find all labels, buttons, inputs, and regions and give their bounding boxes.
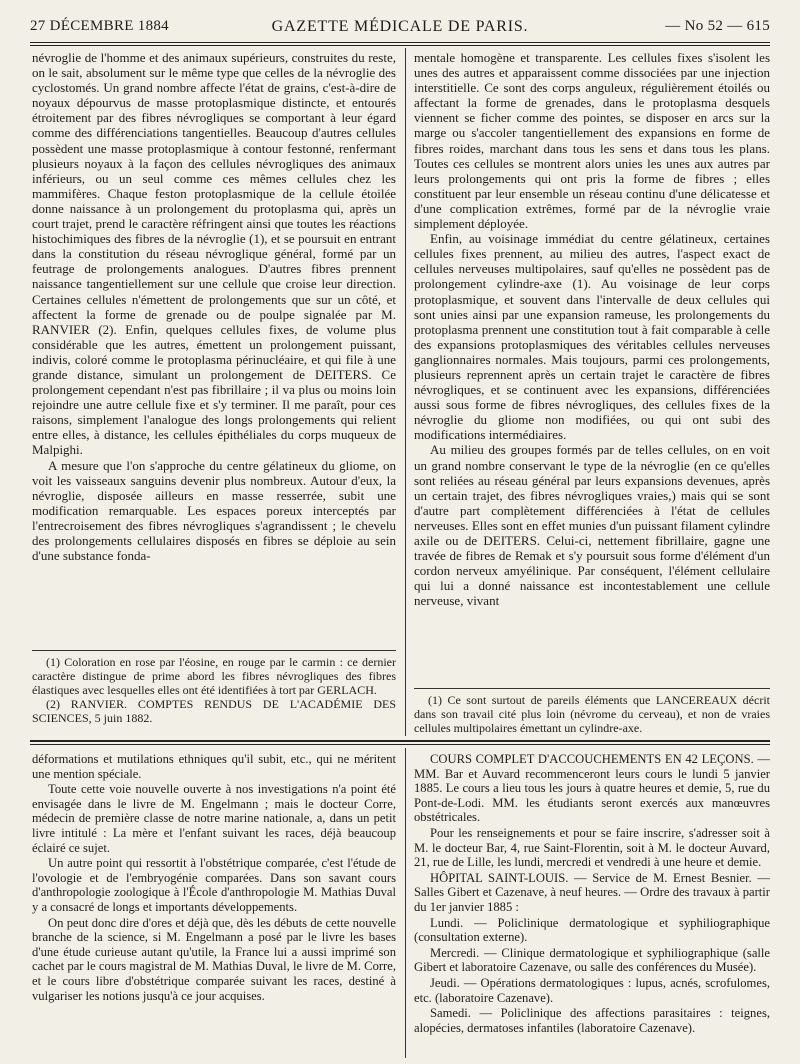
left-footnote-rule — [32, 650, 396, 651]
hospital-announcement: HÔPITAL SAINT-LOUIS. — Service de M. Ernest Besnier. — Salles Gibert et Cazenave, à neuf heures. — Ordre des travaux à partir du 1er janvier 1885 : — [414, 870, 770, 914]
bottom-right-column — [414, 752, 770, 1036]
left-footnotes — [32, 655, 396, 725]
column-divider-bottom — [405, 748, 406, 1058]
page-header — [30, 14, 770, 40]
registration-info: Pour les renseignements et pour se faire inscrire, s'adresser soit à M. le docteur Bar, 4, rue Saint-Florentin, soit à M. le docteur Auvard, 21, rue de Lille, les lundi, mercredi et vendredi à une heure et demie. — [414, 825, 770, 870]
issue-page-number: — No 52 — 615 — [665, 18, 770, 34]
journal-title: GAZETTE MÉDICALE DE PARIS. — [271, 18, 529, 35]
bottom-left-paragraph-3: Un autre point qui ressortit à l'obstétrique comparée, c'est l'étude de l'ovologie et de l'embryogénie comparées. Dans son savant cours d'anthropologie zoologique à l'École d'anthropologie M. Mathias Duval y a consacré de longs et importants développements. — [32, 856, 396, 914]
schedule-monday: Lundi. — Policlinique dermatologique et syphiliographique (consultation externe). — [414, 915, 770, 945]
schedule-thursday: Jeudi. — Opérations dermatologiques : lupus, acnés, scrofulomes, etc. (laboratoire Cazenave). — [414, 975, 770, 1005]
right-paragraph-2: Enfin, au voisinage immédiat du centre gélatineux, certaines cellules fixes prennent, au milieu des autres, l'aspect exact de cellules nerveuses multipolaires, sauf qu'elles ne possèdent pas de prolongement cylindre-axe (1). Au voisinage de leur corps protoplasmique, et souvent dans l'intervalle de deux cellules qui sont unies ainsi par une expansion rameuse, les prolongements du protoplasma prennent une constitution tout à fait comparable à celle des expansions protoplasmiques des véritables cellules nerveuses ganglionnaires normales. Mais toujours, parmi ces prolongements, plusieurs reprennent après un certain trajet le caractère de fibres névrogliques, et se continuent avec les expansions, différenciées aussi sous forme de fibres névrogliques, des cellules fixes de la névroglie du gliome non modifiées, ou qui ont subi des modifications intermédiaires. — [414, 231, 770, 443]
schedule-saturday: Samedi. — Policlinique des affections parasitaires : teignes, alopécies, dermatoses infantiles (laboratoire Cazenave). — [414, 1006, 770, 1035]
bottom-left-paragraph-2: Toute cette voie nouvelle ouverte à nos investigations n'a point été envisagée dans le livre de M. Engelmann ; mais le docteur Corre, médecin de première classe de notre marine nationale, a, dans un petit livre intitulé : La mère et l'enfant suivant les races, déjà beaucoup éclairé ce sujet. — [32, 782, 396, 855]
left-column — [32, 50, 396, 563]
column-divider-top — [405, 48, 406, 736]
left-paragraph-2: A mesure que l'on s'approche du centre gélatineux du gliome, on voit les vaisseaux sanguins devenir plus nombreux. Autour d'eux, la névroglie, disposée ailleurs en masse resserrée, subit une modification remarquable. Les espaces poreux interceptés par l'entrecroisement des fibres névrogliques s'agrandissent ; le chevelu des prolongements cellulaires disposés en fibres se déploie au sein d'une substance fonda- — [32, 457, 396, 564]
left-footnote-2: (2) RANVIER. COMPTES RENDUS DE L'ACADÉMIE DES SCIENCES, 5 juin 1882. — [32, 697, 396, 725]
right-footnote-rule — [414, 688, 770, 689]
course-announcement: COURS COMPLET D'ACCOUCHEMENTS EN 42 LEÇONS. — MM. Bar et Auvard recommenceront leurs cours le lundi 5 janvier 1885. Le cours a lieu tous les jours à quatre heures et demie, 5, rue du Pont-de-Lodi. MM. les étudiants seront exercés aux manœuvres obstétricales. — [414, 752, 770, 825]
right-footnotes — [414, 693, 770, 735]
bottom-left-paragraph-1: déformations et mutilations ethniques qu'il subit, etc., qui ne méritent une mention spéciale. — [32, 752, 396, 781]
section-divider — [30, 740, 770, 745]
left-footnote-1: (1) Coloration en rose par l'éosine, en rouge par le carmin : ce dernier caractère distingue de prime abord les fibres névrogliques des fibres élastiques avec lesquelles elles ont été identifiées à tort par GERLACH. — [32, 655, 396, 697]
right-paragraph-3: Au milieu des groupes formés par de telles cellules, on en voit un grand nombre conservant le type de la névroglie (en ce qu'elles sont reliées au réseau général par leurs expansions devenues, après un certain trajet, des fibres névrogliques vraies,) mais qui se sont d'autre part complètement différenciées à l'état de cellules nerveuses. Elles sont en effet munies d'un puissant filament cylindre axile ou de DEITERS. Celui-ci, nettement fibrillaire, gagne une travée de fibres de Remak et s'y poursuit sous forme d'élément d'un cordon nerveux amyélinique. Par conséquent, l'élément cellulaire qui lui a donné naissance est incontestablement une cellule nerveuse, vivant — [414, 442, 770, 609]
right-paragraph-1: mentale homogène et transparente. Les cellules fixes s'isolent les unes des autres et apparaissent comme dissociées par une injection interstitielle. Ce sont des corps anguleux, régulièrement étoilés ou affectant la forme de grenades, dans le protoplasma desquels viennent se ficher comme des pointes, se disposer en arcs sur la marge ou s'accoler tangentiellement des expansions en forme de fibres roides, marchant dans tous les sens et dans tous les plans. Toutes ces cellules se montrent alors unies les unes aux autres par leurs prolongements qui ont pris la forme de fibres ; elles constituent par leur ensemble un réseau continu d'une délicatesse et d'une complication extrêmes, formé par de la névroglie vraie simplement déployée. — [414, 50, 770, 232]
right-column — [414, 50, 770, 608]
schedule-wednesday: Mercredi. — Clinique dermatologique et syphiliographique (salle Gibert et laboratoire Cazenave, ou salle des conférences du Musée). — [414, 945, 770, 975]
header-date: 27 DÉCEMBRE 1884 — [30, 18, 169, 34]
left-paragraph-1: névroglie de l'homme et des animaux supérieurs, construites du reste, on le sait, absolument sur le même type que celles de la névroglie des cyclostomés. Un grand nombre affecte l'état de grains, c'est-à-dire de noyaux dépourvus de masse protoplasmique distincte, et entourés étroitement par des fibres névrogliques se comportant à leur égard comme des différenciations tangentielles. Beaucoup d'autres cellules possèdent une masse protoplasmique à contour festonné, renfermant plusieurs noyaux à la façon des cellules névrogliques des animaux inférieurs, ou un seul comme ces mêmes cellules chez les mammifères. Chaque feston protoplasmique de la cellule étoilée donne naissance à un prolongement du protoplasma qui, après un court trajet, prend le caractère réfringent ainsi que toutes les réactions histochimiques des fibres de la névroglie (1), et se poursuit en entrant dans la constitution du réseau névroglique général, formé par un feutrage de prolongements analogues. D'autres fibres prennent naissance tangentiellement sur une cellule que croise leur direction. Certaines cellules n'émettent de prolongements que sur un côté, et affectent la forme de grenade ou de poulpe signalée par M. RANVIER (2). Enfin, quelques cellules fixes, de volume plus considérable que les autres, émettent un prolongement puissant, indivis, coloré comme le protoplasma périnucléaire, et qui file à une grande distance, simulant un prolongement de DEITERS. Ce prolongement cependant n'est pas fibrillaire ; il va plus ou moins loin rejoindre une autre cellule fixe et s'y terminer. Il me paraît, pour ces raisons, simplement l'analogue des longs prolongements qui relient entre elles, à distance, les cellules épithéliales du corps muqueux de Malpighi. — [32, 50, 396, 458]
bottom-left-paragraph-4: On peut donc dire d'ores et déjà que, dès les débuts de cette nouvelle branche de la science, si M. Engelmann a posé par le livre les bases d'une étude curieuse autant qu'utile, la France lui a aussi imprimé son cachet par le cours magistral de M. Mathias Duval, le livre de M. Corre, et le cours libre d'obstétrique comparée suivant les races, destiné à vulgariser les notions jusqu'à ce jour acquises. — [32, 915, 396, 1003]
header-rule — [30, 42, 770, 46]
right-footnote-1: (1) Ce sont surtout de pareils éléments que LANCEREAUX décrit dans son travail cité plus loin (névrome du cerveau), et non de vraies cellules multipolaires émettant un cylindre-axe. — [414, 693, 770, 735]
bottom-left-column — [32, 752, 396, 1004]
